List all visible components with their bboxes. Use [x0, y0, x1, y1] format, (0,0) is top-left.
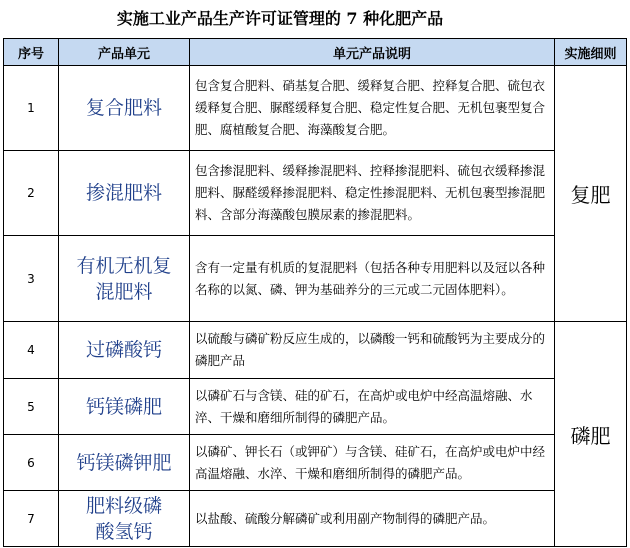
rule-phosphate: 磷肥: [555, 322, 627, 547]
row-seq: 6: [4, 435, 59, 491]
row-seq: 3: [4, 236, 59, 322]
row-seq: 1: [4, 66, 59, 151]
row-seq: 7: [4, 491, 59, 547]
row-unit: 钙镁磷钾肥: [59, 435, 190, 491]
header-desc: 单元产品说明: [190, 39, 555, 66]
row-unit-text: 肥料级磷酸氢钙: [85, 494, 162, 543]
table-row: [4, 491, 627, 547]
row-unit: 钙镁磷肥: [59, 379, 190, 435]
row-desc: 以盐酸、硫酸分解磷矿或利用副产物制得的磷肥产品。: [190, 491, 555, 547]
header-unit: 产品单元: [59, 39, 190, 66]
table-row: [4, 435, 627, 491]
row-desc: 以磷矿石与含镁、硅的矿石，在高炉或电炉中经高温熔融、水淬、干燥和磨细所制得的磷肥产品。: [190, 379, 555, 435]
row-seq: 4: [4, 322, 59, 379]
row-desc: 含有一定量有机质的复混肥料（包括各种专用肥料以及冠以各种名称的以氮、磷、钾为基础养分的三元或二元固体肥料）。: [190, 236, 555, 322]
document-title: 实施工业产品生产许可证管理的 7 种化肥产品: [116, 9, 444, 28]
table-row: [4, 379, 627, 435]
table-row: [4, 151, 627, 236]
row-unit-text: 有机无机复混肥料: [76, 254, 172, 303]
row-desc: 以硫酸与磷矿粉反应生成的，以磷酸一钙和硫酸钙为主要成分的磷肥产品: [190, 322, 555, 379]
row-desc: 包含复合肥料、硝基复合肥、缓释复合肥、控释复合肥、硫包衣缓释复合肥、脲醛缓释复合肥、稳定性复合肥、无机包裹型复合肥、腐植酸复合肥、海藻酸复合肥。: [190, 66, 555, 151]
header-seq: 序号: [4, 39, 59, 66]
row-unit: [59, 236, 190, 322]
row-unit: 掺混肥料: [59, 151, 190, 236]
row-unit: 复合肥料: [59, 66, 190, 151]
row-seq: 2: [4, 151, 59, 236]
row-desc: 包含掺混肥料、缓释掺混肥料、控释掺混肥料、硫包衣缓释掺混肥料、脲醛缓释掺混肥料、稳定性掺混肥料、无机包裹型掺混肥料、含部分海藻酸包膜尿素的掺混肥料。: [190, 151, 555, 236]
row-seq: 5: [4, 379, 59, 435]
fertilizer-table: [3, 38, 627, 547]
rule-compound: 复肥: [555, 66, 627, 322]
table-row: [4, 236, 627, 322]
table-header-row: [4, 39, 627, 66]
header-rule: 实施细则: [555, 39, 627, 66]
row-unit: 过磷酸钙: [59, 322, 190, 379]
row-desc: 以磷矿、钾长石（或钾矿）与含镁、硅矿石，在高炉或电炉中经高温熔融、水淬、干燥和磨细所制得的磷肥产品。: [190, 435, 555, 491]
table-row: [4, 66, 627, 151]
table-row: [4, 322, 627, 379]
row-unit: [59, 491, 190, 547]
